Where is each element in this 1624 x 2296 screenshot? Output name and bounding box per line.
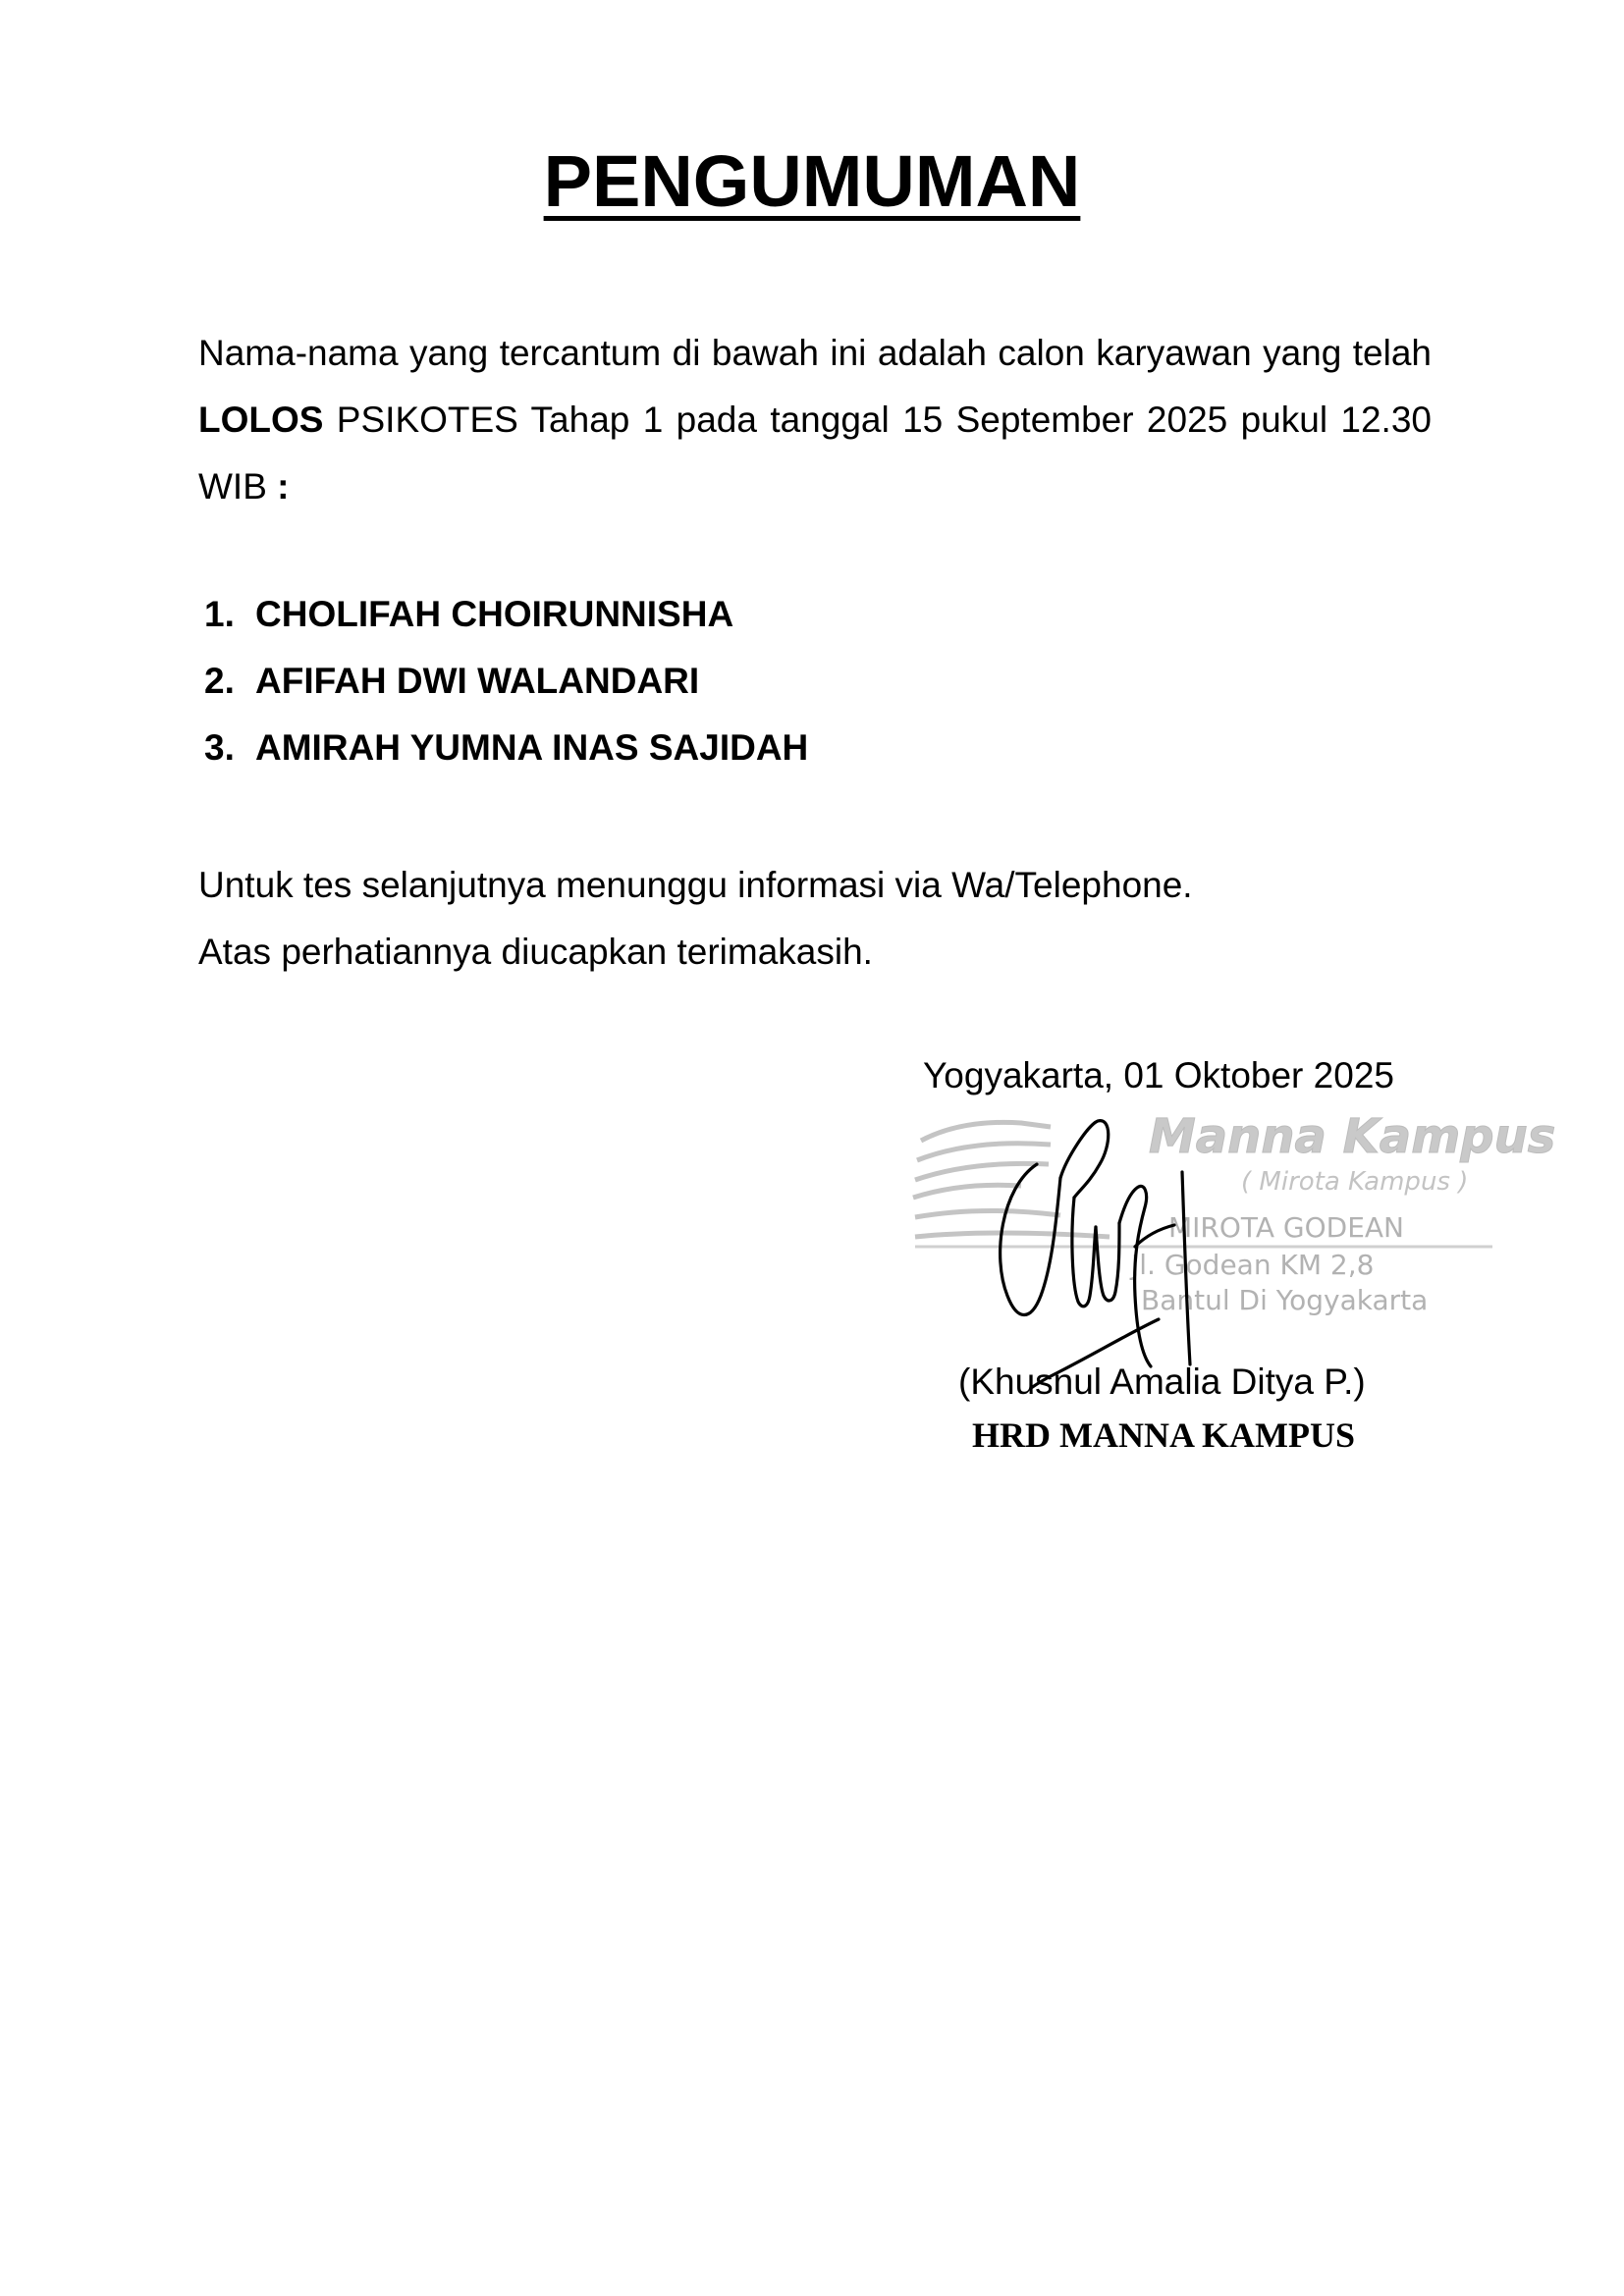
list-item	[204, 715, 808, 781]
stamp-brand: Manna Kampus	[1149, 1109, 1556, 1164]
intro-colon: :	[277, 466, 290, 507]
stamp-line-2: Jl. Godean KM 2,8	[1131, 1249, 1375, 1281]
closing-paragraph	[198, 852, 1193, 986]
stamp-line-3: Bantul Di Yogyakarta	[1141, 1284, 1429, 1316]
signer-name: (Khusnul Amalia Ditya P.)	[958, 1362, 1366, 1402]
stamp-line-1: MIROTA GODEAN	[1168, 1211, 1404, 1244]
list-item	[204, 581, 808, 648]
list-item	[204, 648, 808, 715]
candidate-list	[204, 581, 808, 781]
closing-line-1: Untuk tes selanjutnya menunggu informasi via Wa/Telephone.	[198, 865, 1193, 905]
list-item-name: AMIRAH YUMNA INAS SAJIDAH	[255, 727, 809, 768]
closing-line-2: Atas perhatiannya diucapkan terimakasih.	[198, 932, 873, 972]
list-item-name: AFIFAH DWI WALANDARI	[255, 661, 700, 701]
intro-part-2: PSIKOTES Tahap 1 pada tanggal 15 September 2025 pukul 12.30 WIB	[198, 400, 1432, 507]
list-item-number: 1.	[204, 594, 235, 634]
stamp-sub-brand: ( Mirota Kampus )	[1241, 1167, 1469, 1197]
intro-part-1: Nama-nama yang tercantum di bawah ini adalah calon karyawan yang telah	[198, 333, 1432, 373]
intro-bold-lolos: LOLOS	[198, 400, 324, 440]
list-item-name: CHOLIFAH CHOIRUNNISHA	[255, 594, 734, 634]
intro-paragraph	[198, 320, 1432, 520]
list-item-number: 2.	[204, 661, 235, 701]
signer-title: HRD MANNA KAMPUS	[972, 1415, 1355, 1455]
page-title	[0, 140, 1624, 222]
title-text: PENGUMUMAN	[543, 140, 1081, 222]
place-date: Yogyakarta, 01 Oktober 2025	[923, 1055, 1394, 1095]
signature	[972, 1099, 1286, 1394]
list-item-number: 3.	[204, 727, 235, 768]
